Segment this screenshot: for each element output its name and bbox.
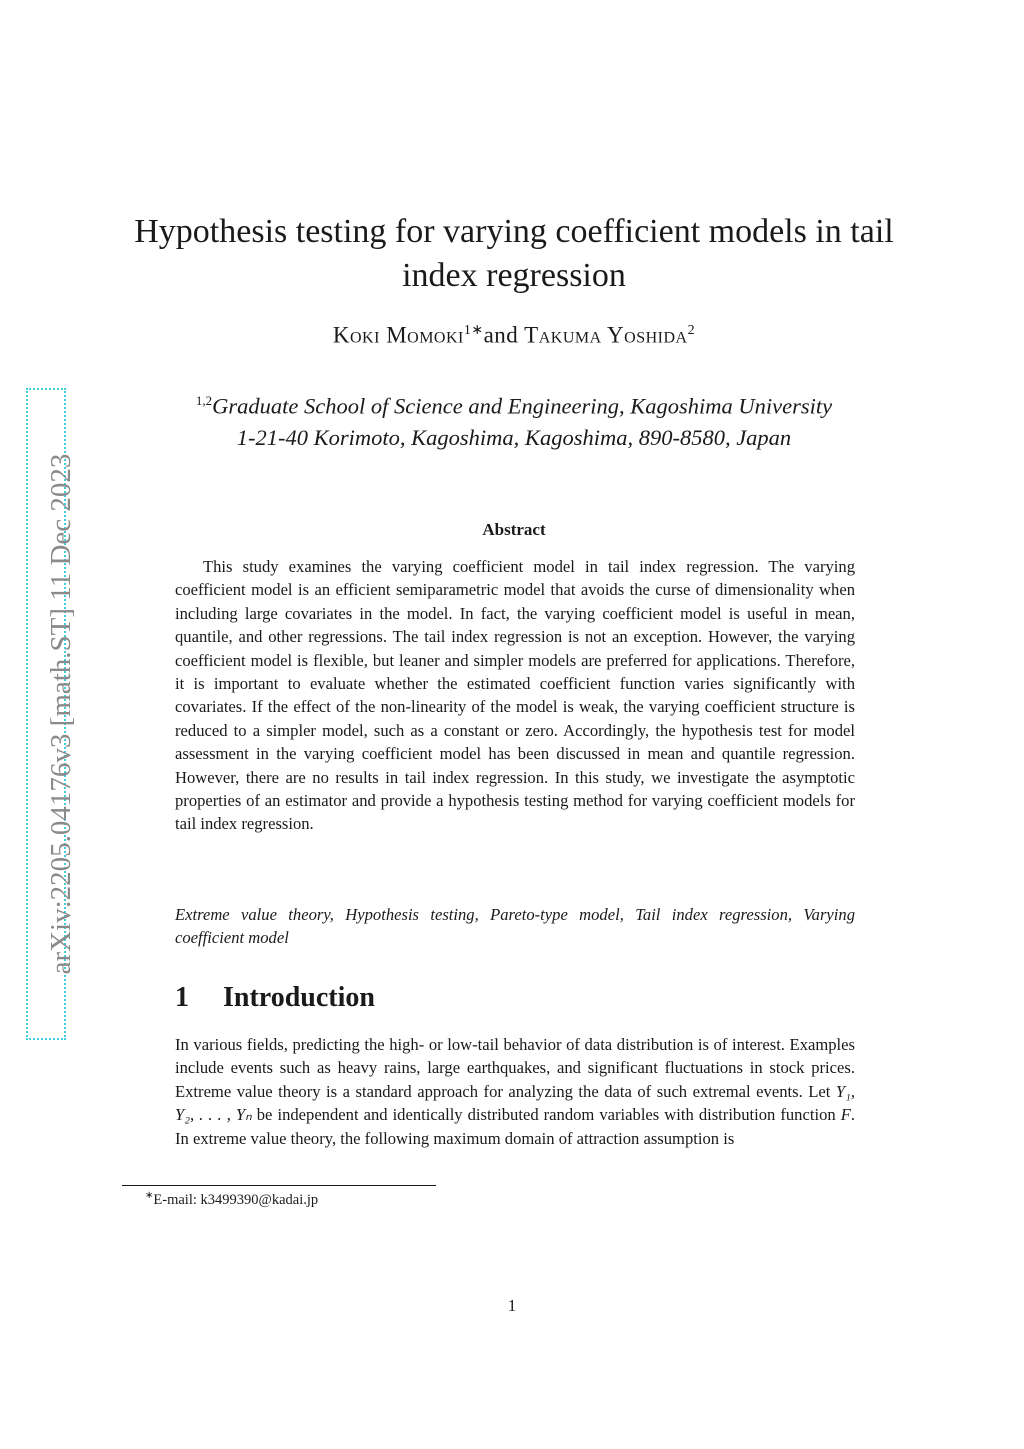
author-name: Koki Momoki (332, 322, 464, 348)
footnote-mark: ∗ (145, 1190, 154, 1201)
intro-text: . In extreme value theory, the following maximum domain of attraction assumption is (175, 1105, 855, 1148)
author-name: Takuma Yoshida (524, 322, 688, 348)
paper-title: Hypothesis testing for varying coefficient models in tail index regression (134, 213, 894, 294)
affiliation-institution: Graduate School of Science and Engineering, Kagoshima University (212, 393, 833, 419)
arxiv-stamp (26, 388, 77, 1040)
section-number: 1 (175, 982, 189, 1013)
affiliation (120, 385, 908, 453)
section-heading (175, 982, 855, 1014)
affiliation-line (120, 385, 908, 422)
intro-text: In various fields, predicting the high- or low-tail behavior of data distribution is of interest. Examples include events such as heavy rains, large earthquakes, and significant fluctuations in stock prices. Extreme value theory is a standard approach for analyzing the data of such extremal events. Let (175, 1035, 855, 1101)
page-number: 1 (507, 1296, 517, 1315)
section-title: Introduction (223, 982, 375, 1013)
footnote-divider (122, 1185, 436, 1186)
affiliation-mark: 1,2 (195, 393, 213, 408)
author-affiliation-mark: 1∗ (463, 323, 484, 338)
arxiv-identifier: arXiv:2205.04176v3 [math.ST] 11 Dec 2023 (45, 453, 77, 975)
intro-text: be independent and identically distributed random variables with distribution function (251, 1105, 841, 1125)
author-affiliation-mark: 2 (687, 323, 696, 338)
author-conjunction: and (483, 322, 519, 348)
footnote-text: E-mail: k3499390@kadai.jp (153, 1191, 319, 1208)
author-line (110, 322, 918, 349)
abstract-heading: Abstract (482, 520, 546, 539)
footnote (145, 1190, 745, 1209)
math-variables: Y₁, Y₂, . . . , Yₙ (175, 1081, 855, 1125)
math-distribution-function: F (840, 1105, 851, 1125)
affiliation-address: 1-21-40 Korimoto, Kagoshima, Kagoshima, 890-8580, Japan (236, 424, 792, 450)
keywords: Extreme value theory, Hypothesis testing, Pareto-type model, Tail index regression, Varying coefficient model (175, 905, 855, 948)
abstract-text: This study examines the varying coefficient model in tail index regression. The varying coefficient model is an efficient semiparametric model that avoids the curse of dimensionality when including large covariates in the model. In fact, the varying coefficient model is useful in mean, quantile, and other regressions. The tail index regression is not an exception. However, the varying coefficient model is flexible, but leaner and simpler models are preferred for applications. Therefore, it is important to evaluate whether the estimated coefficient function varies significantly with covariates. If the effect of the non-linearity of the model is weak, the varying coefficient structure is reduced to a simpler model, such as a constant or zero. Accordingly, the hypothesis test for model assessment in the varying coefficient model has been discussed in mean and quantile regression. However, there are no results in tail index regression. In this study, we investigate the asymptotic properties of an estimator and provide a hypothesis testing method for varying coefficient models for tail index regression. (175, 557, 855, 834)
introduction-paragraph (175, 1033, 855, 1150)
